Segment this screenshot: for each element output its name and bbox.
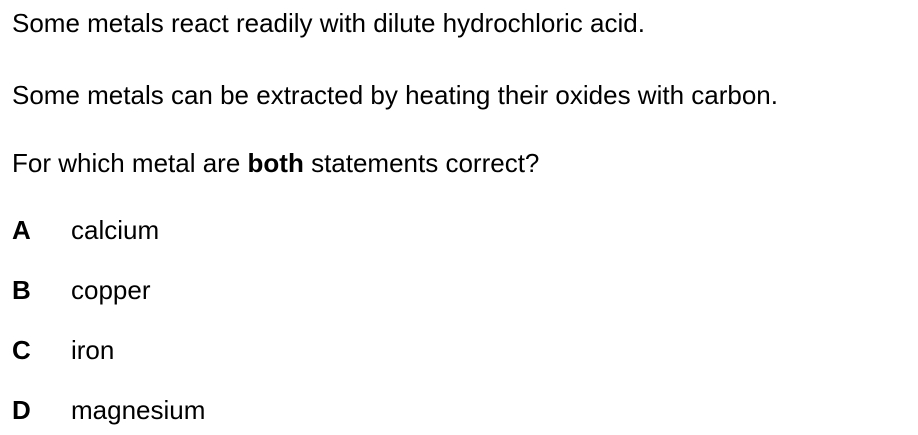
option-letter: C	[12, 335, 31, 365]
option-text: iron	[71, 335, 115, 365]
option-letter: A	[12, 215, 31, 245]
prompt-text-end: statements correct?	[303, 148, 540, 178]
option-letter: B	[12, 275, 31, 305]
option-text: copper	[71, 275, 151, 305]
question-prompt	[12, 148, 539, 178]
prompt-emphasis: both	[247, 148, 304, 178]
prompt-text-start: For which metal are	[12, 148, 248, 178]
option-text: magnesium	[71, 395, 206, 425]
statement-1: Some metals react readily with dilute hydrochloric acid.	[12, 8, 645, 38]
option-text: calcium	[71, 215, 160, 245]
statement-2: Some metals can be extracted by heating their oxides with carbon.	[12, 80, 778, 110]
option-letter: D	[12, 395, 31, 425]
